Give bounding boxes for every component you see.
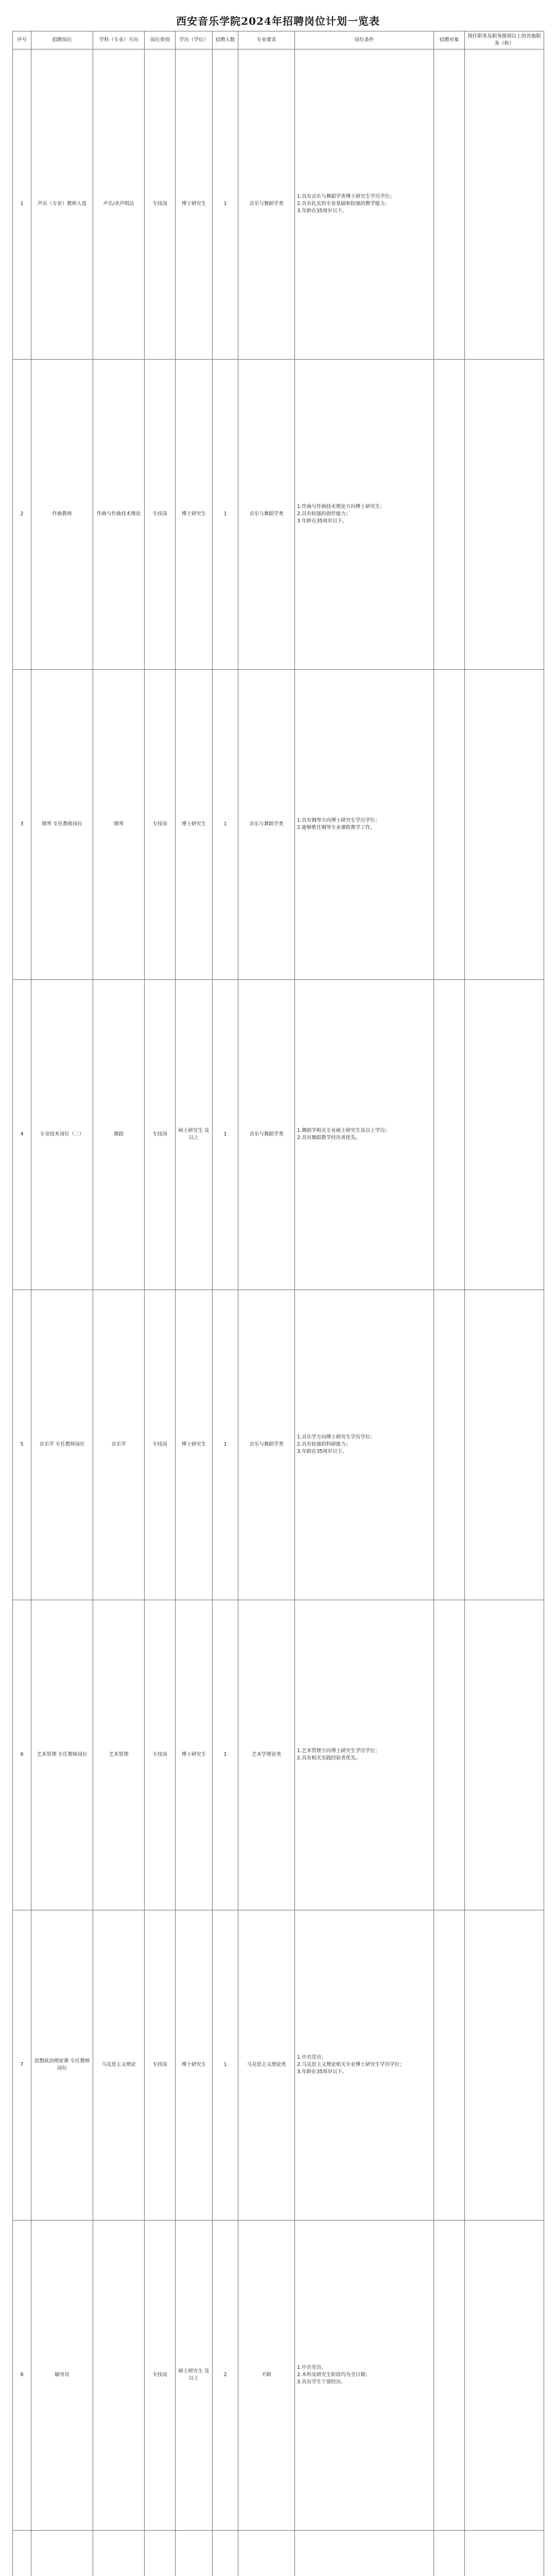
cell-condition: 1.具有音乐与舞蹈学类博士研究生学历学位； 2.具有扎实的专业基础和较强的教学能力； 3.年龄在35周岁以下。 [295,49,434,359]
cell-major: 马克思主义理论类 [238,1910,295,2220]
cell-education: 博士研究生 [176,1910,213,2220]
header-education: 学历（学位） [176,31,213,49]
header-direction: 学科（专业）方向 [93,31,145,49]
cell-condition: 1.音乐学方向博士研究生学历学位； 2.具有较强的科研能力； 3.年龄在35周岁以下。 [295,1290,434,1600]
table-row [13,2220,544,2530]
cell-remark [465,1910,544,2220]
header-post: 招聘岗位 [31,31,93,49]
cell-post: 钢琴 专任教师岗位 [31,669,93,979]
cell-type: 专技岗 [145,979,176,1290]
cell-remark [465,979,544,1290]
cell-remark [465,669,544,979]
cell-no [13,2530,31,2576]
cell-no: 4 [13,979,31,1290]
cell-no: 2 [13,359,31,669]
cell-major: 音乐与舞蹈学类 [238,979,295,1290]
table-row [13,1910,544,2220]
header-remark: 现任职务及职务级别以上的其他职务（称） [465,31,544,49]
cell-major: 艺术学理论类 [238,1600,295,1910]
cell-remark [465,1290,544,1600]
table-row [13,669,544,979]
cell-direction [93,2530,145,2576]
cell-education: 博士研究生 [176,1600,213,1910]
cell-count: 1 [213,1290,238,1600]
cell-major: 不限 [238,2220,295,2530]
cell-target [434,2220,465,2530]
cell-education: 博士研究生 [176,49,213,359]
cell-remark [465,2220,544,2530]
cell-education: 硕士研究生 及以上 [176,979,213,1290]
cell-major [238,2530,295,2576]
cell-direction: 作曲与作曲技术理论 [93,359,145,669]
cell-condition [295,2530,434,2576]
cell-education: 博士研究生 [176,359,213,669]
cell-remark [465,49,544,359]
table-row [13,49,544,359]
cell-no: 3 [13,669,31,979]
cell-no: 6 [13,1600,31,1910]
cell-condition: 1.艺术管理方向博士研究生学历学位； 2.具有相关实践经验者优先。 [295,1600,434,1910]
header-condition: 岗位条件 [295,31,434,49]
header-target: 招聘对象 [434,31,465,49]
cell-major: 音乐与舞蹈学类 [238,49,295,359]
cell-post: 艺术管理 专任教师岗位 [31,1600,93,1910]
page-title: 西安音乐学院2024年招聘岗位计划一览表 [176,15,380,27]
cell-target [434,2530,465,2576]
cell-remark [465,359,544,669]
cell-target [434,359,465,669]
cell-education [176,2530,213,2576]
cell-target [434,979,465,1290]
cell-no: 7 [13,1910,31,2220]
cell-major: 音乐与舞蹈学类 [238,669,295,979]
cell-type: 专技岗 [145,49,176,359]
cell-major: 音乐与舞蹈学类 [238,1290,295,1600]
cell-count: 1 [213,669,238,979]
cell-count: 1 [213,1600,238,1910]
cell-post: 辅导员 [31,2220,93,2530]
header-count: 招聘人数 [213,31,238,49]
cell-count: 1 [213,1910,238,2220]
cell-type: 专技岗 [145,1910,176,2220]
cell-condition: 1.中共党员； 2.马克思主义理论相关专业博士研究生学历学位； 3.年龄在35周岁以下。 [295,1910,434,2220]
cell-post: 作曲教师 [31,359,93,669]
header-major: 专业要求 [238,31,295,49]
cell-target [434,1600,465,1910]
cell-type: 专技岗 [145,359,176,669]
cell-no: 5 [13,1290,31,1600]
cell-remark [465,1600,544,1910]
cell-type: 专技岗 [145,669,176,979]
cell-education: 硕士研究生 及以上 [176,2220,213,2530]
cell-type [145,2530,176,2576]
cell-remark [465,2530,544,2576]
cell-condition: 1.具有钢琴方向博士研究生学历学位； 2.能够胜任钢琴专业课程教学工作。 [295,669,434,979]
cell-direction: 音乐学 [93,1290,145,1600]
cell-count: 1 [213,979,238,1290]
cell-type: 专技岗 [145,1600,176,1910]
cell-post: 音乐学 专任教师岗位 [31,1290,93,1600]
cell-count [213,2530,238,2576]
table-row [13,1600,544,1910]
cell-major: 音乐与舞蹈学类 [238,359,295,669]
cell-post: 专业技术岗位（二） [31,979,93,1290]
cell-no: 8 [13,2220,31,2530]
header-no: 序号 [13,31,31,49]
cell-target [434,1910,465,2220]
cell-no: 1 [13,49,31,359]
cell-count: 1 [213,359,238,669]
cell-post [31,2530,93,2576]
cell-target [434,49,465,359]
cell-direction: 艺术管理 [93,1600,145,1910]
cell-count: 2 [213,2220,238,2530]
header-type: 岗位类别 [145,31,176,49]
cell-target [434,669,465,979]
table-header-row [13,31,544,49]
table-row [13,359,544,669]
cell-post: 声乐（专业）教师人选 [31,49,93,359]
cell-target [434,1290,465,1600]
cell-direction: 钢琴 [93,669,145,979]
cell-post: 思想政治理论课 专任教师岗位 [31,1910,93,2220]
cell-count: 1 [213,49,238,359]
cell-condition: 1.中共党员； 2.本科及研究生阶段均为全日制； 3.具有学生干部经历。 [295,2220,434,2530]
cell-direction: 舞蹈 [93,979,145,1290]
table-row [13,1290,544,1600]
cell-direction [93,2220,145,2530]
cell-condition: 1.作曲与作曲技术理论方向博士研究生； 2.具有较强的创作能力； 3.年龄在35周岁以下。 [295,359,434,669]
cell-type: 专技岗 [145,2220,176,2530]
cell-direction: 声乐/美声唱法 [93,49,145,359]
cell-education: 博士研究生 [176,669,213,979]
table-row [13,2530,544,2576]
cell-direction: 马克思主义理论 [93,1910,145,2220]
cell-education: 博士研究生 [176,1290,213,1600]
cell-condition: 1.舞蹈学相关专业硕士研究生及以上学历； 2.具有舞蹈教学经历者优先。 [295,979,434,1290]
recruitment-table [12,31,544,2576]
cell-type: 专技岗 [145,1290,176,1600]
table-row [13,979,544,1290]
